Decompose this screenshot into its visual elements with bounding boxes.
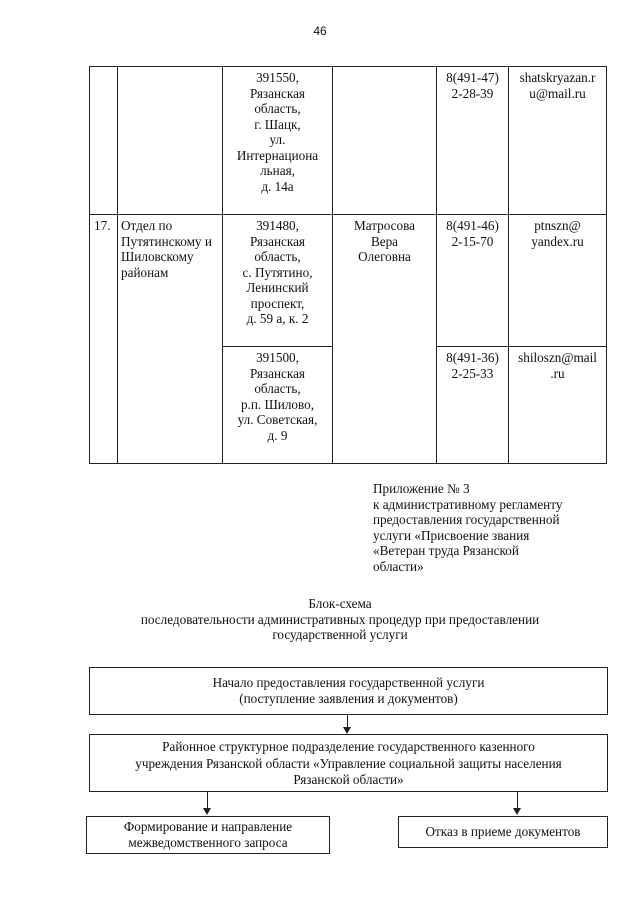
table-cell-email: shatskryazan.r u@mail.ru bbox=[509, 67, 607, 215]
arrow-down-icon bbox=[343, 727, 351, 734]
flow-box-request bbox=[86, 816, 330, 854]
table-cell-number bbox=[90, 67, 118, 215]
table-cell-phone: 8(491-47) 2-28-39 bbox=[437, 67, 509, 215]
table-cell-phone: 8(491-36) 2-25-33 bbox=[437, 347, 509, 464]
appendix-line: области» bbox=[373, 558, 424, 574]
table-cell-department: Отдел по Путятинскому и Шиловскому районам bbox=[118, 215, 223, 464]
flow-box-district bbox=[89, 734, 608, 792]
page-number: 46 bbox=[313, 24, 327, 38]
flow-box-refusal bbox=[398, 816, 608, 848]
table-cell-address: 391550, Рязанская область, г. Шацк, ул. Интернациона льная, д. 14а bbox=[223, 67, 333, 215]
flow-box-start bbox=[89, 667, 608, 715]
table-row bbox=[90, 67, 607, 215]
arrow-down-icon bbox=[203, 808, 211, 815]
table-cell-email: ptnszn@ yandex.ru bbox=[509, 215, 607, 347]
table-cell-phone: 8(491-46) 2-15-70 bbox=[437, 215, 509, 347]
table-cell-number: 17. bbox=[90, 215, 118, 464]
table-cell-email: shiloszn@mail .ru bbox=[509, 347, 607, 464]
scheme-title-line: Блок-схема bbox=[308, 596, 372, 611]
flow-box-text: Формирование и направление bbox=[123, 819, 293, 834]
appendix-line: услуги «Присвоение звания bbox=[373, 527, 530, 543]
appendix-line: предоставления государственной bbox=[373, 512, 560, 527]
flow-box-text: Начало предоставления государственной услуги bbox=[212, 675, 485, 690]
scheme-title-line: последовательности административных процедур при предоставлении bbox=[140, 611, 540, 627]
table-cell-head: Матросова Вера Олеговна bbox=[333, 215, 437, 464]
appendix-line: «Ветеран труда Рязанской bbox=[373, 543, 519, 558]
appendix-line: к административному регламенту bbox=[373, 496, 563, 512]
scheme-title bbox=[60, 596, 620, 643]
table-cell-address: 391500, Рязанская область, р.п. Шилово, ул. Советская, д. 9 bbox=[223, 347, 333, 464]
contacts-table bbox=[89, 66, 607, 464]
arrow-down-icon bbox=[513, 808, 521, 815]
flow-connector bbox=[347, 715, 348, 727]
appendix-note bbox=[373, 481, 613, 574]
appendix-line: Приложение № 3 bbox=[373, 481, 470, 496]
table-cell-head bbox=[333, 67, 437, 215]
table-cell-department bbox=[118, 67, 223, 215]
table-row bbox=[90, 215, 607, 347]
flow-box-text: Рязанской области» bbox=[293, 772, 404, 787]
flow-box-text: межведомственного запроса bbox=[128, 835, 288, 850]
flow-box-text: (поступление заявления и документов) bbox=[239, 691, 458, 706]
scheme-title-line: государственной услуги bbox=[272, 627, 408, 642]
flow-box-text: учреждения Рязанской области «Управление социальной защиты населения bbox=[135, 755, 562, 771]
flow-box-text: Отказ в приеме документов bbox=[425, 824, 581, 839]
flow-box-text: Районное структурное подразделение государственного казенного bbox=[162, 739, 535, 754]
table-cell-address: 391480, Рязанская область, с. Путятино, Ленинский проспект, д. 59 а, к. 2 bbox=[223, 215, 333, 347]
